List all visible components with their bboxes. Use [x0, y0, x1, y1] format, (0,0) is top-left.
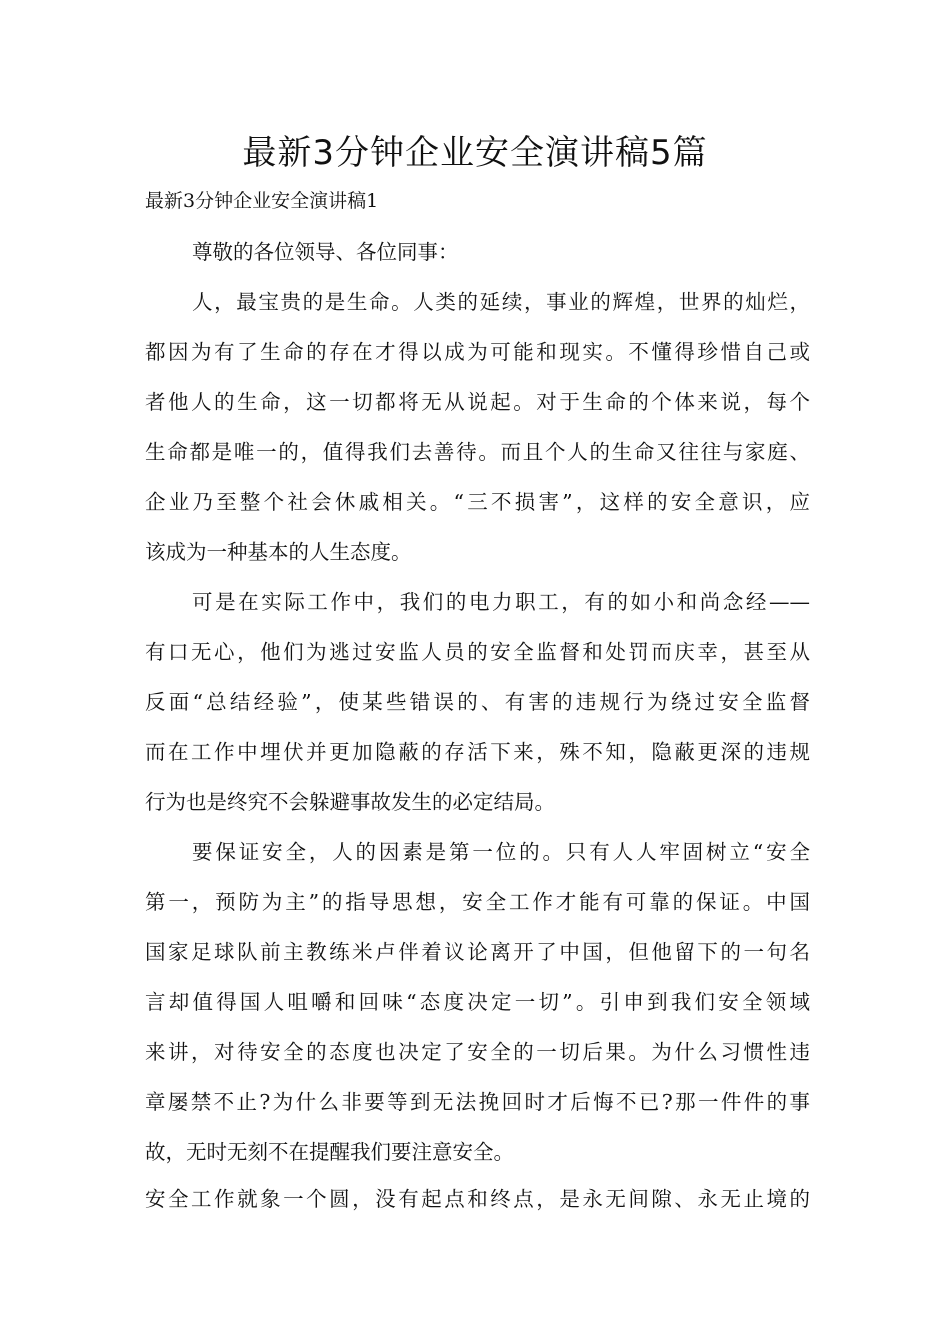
paragraph-line: 人，最宝贵的是生命。人类的延续，事业的辉煌，世界的灿烂，: [192, 290, 810, 314]
paragraph-line: 该成为一种基本的人生态度。: [145, 540, 412, 564]
section-heading: 最新3分钟企业安全演讲稿1: [145, 190, 379, 212]
paragraph-line: 可是在实际工作中，我们的电力职工，有的如小和尚念经——: [192, 590, 810, 614]
paragraph-line: 要保证安全，人的因素是第一位的。只有人人牢固树立“安全: [192, 840, 810, 864]
paragraph-line: 反面“总结经验”，使某些错误的、有害的违规行为绕过安全监督: [145, 690, 810, 714]
paragraph-line: 章屡禁不止?为什么非要等到无法挽回时才后悔不已?那一件件的事: [145, 1090, 810, 1114]
paragraph-line: 企业乃至整个社会休戚相关。“三不损害”，这样的安全意识，应: [145, 490, 810, 514]
paragraph-line: 安全工作就象一个圆，没有起点和终点，是永无间隙、永无止境的: [145, 1187, 810, 1211]
paragraph-line: 来讲，对待安全的态度也决定了安全的一切后果。为什么习惯性违: [145, 1040, 810, 1064]
paragraph-line: 言却值得国人咀嚼和回味“态度决定一切”。引申到我们安全领域: [145, 990, 810, 1014]
paragraph-line: 有口无心，他们为逃过安监人员的安全监督和处罚而庆幸，甚至从: [145, 640, 810, 664]
paragraph-line: 而在工作中埋伏并更加隐蔽的存活下来，殊不知，隐蔽更深的违规: [145, 740, 810, 764]
paragraph-line: 国家足球队前主教练米卢伴着议论离开了中国，但他留下的一句名: [145, 940, 810, 964]
paragraph-line: 都因为有了生命的存在才得以成为可能和现实。不懂得珍惜自己或: [145, 340, 810, 364]
salutation: 尊敬的各位领导、各位同事：: [192, 240, 459, 264]
paragraph-line: 故，无时无刻不在提醒我们要注意安全。: [145, 1140, 514, 1164]
paragraph-line: 者他人的生命，这一切都将无从说起。对于生命的个体来说，每个: [145, 390, 810, 414]
paragraph-line: 行为也是终究不会躲避事故发生的必定结局。: [145, 790, 555, 814]
paragraph-line: 生命都是唯一的，值得我们去善待。而且个人的生命又往往与家庭、: [145, 440, 810, 464]
paragraph-line: 第一，预防为主”的指导思想，安全工作才能有可靠的保证。中国: [145, 890, 810, 914]
document-title: 最新3分钟企业安全演讲稿5篇: [242, 133, 708, 173]
